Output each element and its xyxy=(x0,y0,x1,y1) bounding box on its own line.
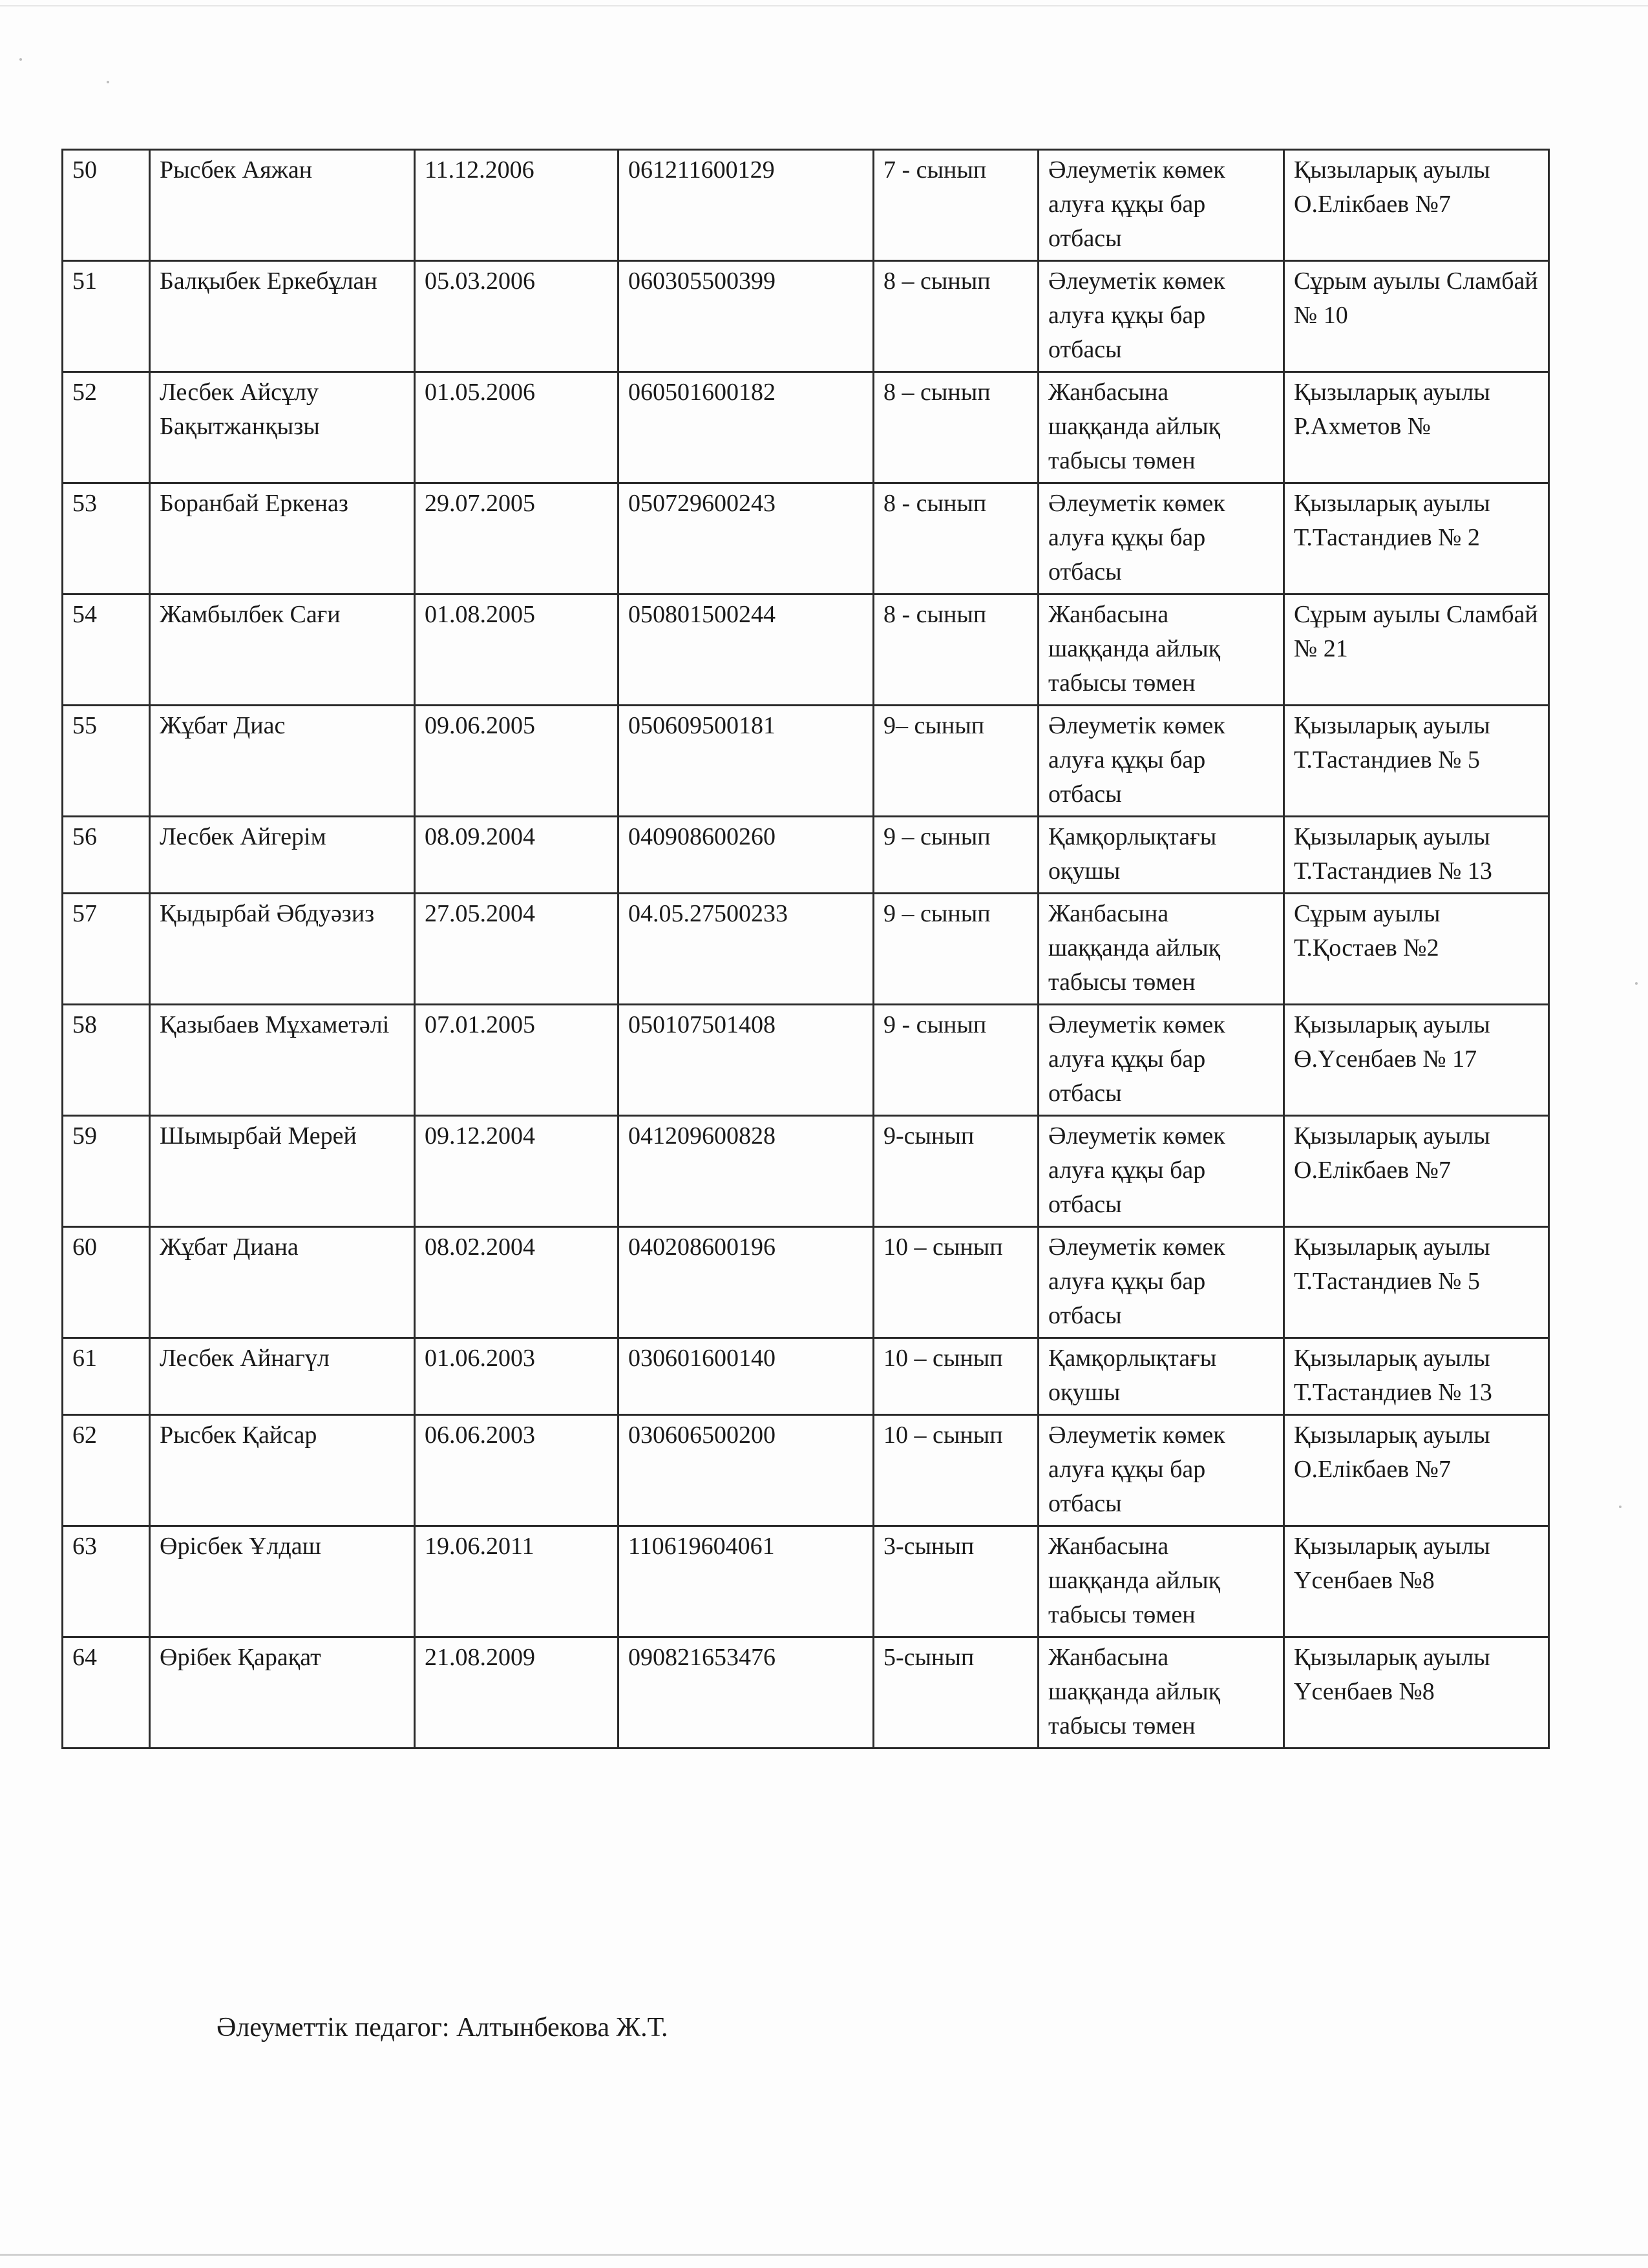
support-category: Жанбасына шаққанда айлық табысы төмен xyxy=(1039,1526,1284,1637)
support-category: Әлеуметік көмек алуға құқы бар отбасы xyxy=(1039,150,1284,261)
row-number: 51 xyxy=(63,261,150,372)
home-address: Қызыларық ауылы Р.Ахметов № xyxy=(1284,372,1549,483)
grade: 9– сынып xyxy=(874,706,1039,817)
home-address: Қызыларық ауылы Ө.Үсенбаев № 17 xyxy=(1284,1005,1549,1116)
grade: 3-сынып xyxy=(874,1526,1039,1637)
row-number: 58 xyxy=(63,1005,150,1116)
home-address: Қызыларық ауылы Т.Тастандиев № 5 xyxy=(1284,1227,1549,1338)
birth-date: 09.06.2005 xyxy=(415,706,618,817)
signature-line: Әлеуметтік педагог: Алтынбекова Ж.Т. xyxy=(217,2013,668,2042)
grade: 10 – сынып xyxy=(874,1338,1039,1415)
support-category: Әлеуметік көмек алуға құқы бар отбасы xyxy=(1039,261,1284,372)
student-name: Рысбек Қайсар xyxy=(150,1415,415,1526)
scan-speck xyxy=(107,81,109,83)
student-name: Балқыбек Еркебұлан xyxy=(150,261,415,372)
student-name: Рысбек Аяжан xyxy=(150,150,415,261)
birth-date: 01.05.2006 xyxy=(415,372,618,483)
row-number: 52 xyxy=(63,372,150,483)
row-number: 54 xyxy=(63,594,150,706)
birth-date: 01.06.2003 xyxy=(415,1338,618,1415)
roster-body xyxy=(63,150,1549,1748)
support-category: Жанбасына шаққанда айлық табысы төмен xyxy=(1039,372,1284,483)
student-name: Жұбат Диана xyxy=(150,1227,415,1338)
student-name: Шымырбай Мерей xyxy=(150,1116,415,1227)
table-row xyxy=(63,1637,1549,1748)
iin-number: 061211600129 xyxy=(618,150,874,261)
support-category: Әлеуметік көмек алуға құқы бар отбасы xyxy=(1039,483,1284,594)
student-name: Өрісбек Ұлдаш xyxy=(150,1526,415,1637)
grade: 8 – сынып xyxy=(874,261,1039,372)
grade: 8 – сынып xyxy=(874,372,1039,483)
iin-number: 030606500200 xyxy=(618,1415,874,1526)
grade: 9-сынып xyxy=(874,1116,1039,1227)
home-address: Сұрым ауылы Т.Қостаев №2 xyxy=(1284,894,1549,1005)
grade: 10 – сынып xyxy=(874,1227,1039,1338)
support-category: Қамқорлықтағы оқушы xyxy=(1039,1338,1284,1415)
birth-date: 09.12.2004 xyxy=(415,1116,618,1227)
birth-date: 29.07.2005 xyxy=(415,483,618,594)
row-number: 55 xyxy=(63,706,150,817)
iin-number: 060305500399 xyxy=(618,261,874,372)
scan-speck xyxy=(1619,1506,1622,1508)
birth-date: 06.06.2003 xyxy=(415,1415,618,1526)
row-number: 62 xyxy=(63,1415,150,1526)
birth-date: 19.06.2011 xyxy=(415,1526,618,1637)
scan-speck xyxy=(1635,982,1638,985)
support-category: Әлеуметік көмек алуға құқы бар отбасы xyxy=(1039,1227,1284,1338)
iin-number: 050609500181 xyxy=(618,706,874,817)
table-row xyxy=(63,372,1549,483)
iin-number: 04.05.27500233 xyxy=(618,894,874,1005)
table-row xyxy=(63,706,1549,817)
grade: 9 – сынып xyxy=(874,817,1039,894)
iin-number: 050107501408 xyxy=(618,1005,874,1116)
student-name: Қыдырбай Әбдуәзиз xyxy=(150,894,415,1005)
grade: 10 – сынып xyxy=(874,1415,1039,1526)
iin-number: 090821653476 xyxy=(618,1637,874,1748)
iin-number: 041209600828 xyxy=(618,1116,874,1227)
student-name: Боранбай Еркеназ xyxy=(150,483,415,594)
student-name: Лесбек Айнагүл xyxy=(150,1338,415,1415)
grade: 9 - сынып xyxy=(874,1005,1039,1116)
student-name: Лесбек Айгерім xyxy=(150,817,415,894)
table-row xyxy=(63,261,1549,372)
table-row xyxy=(63,1116,1549,1227)
table-row xyxy=(63,894,1549,1005)
birth-date: 27.05.2004 xyxy=(415,894,618,1005)
iin-number: 040208600196 xyxy=(618,1227,874,1338)
row-number: 63 xyxy=(63,1526,150,1637)
support-category: Әлеуметік көмек алуға құқы бар отбасы xyxy=(1039,1116,1284,1227)
scan-speck xyxy=(19,58,22,61)
birth-date: 01.08.2005 xyxy=(415,594,618,706)
birth-date: 05.03.2006 xyxy=(415,261,618,372)
birth-date: 11.12.2006 xyxy=(415,150,618,261)
grade: 9 – сынып xyxy=(874,894,1039,1005)
home-address: Қызыларық ауылы О.Елікбаев №7 xyxy=(1284,150,1549,261)
iin-number: 030601600140 xyxy=(618,1338,874,1415)
row-number: 61 xyxy=(63,1338,150,1415)
home-address: Қызыларық ауылы Т.Тастандиев № 13 xyxy=(1284,1338,1549,1415)
home-address: Қызыларық ауылы Т.Тастандиев № 2 xyxy=(1284,483,1549,594)
student-roster-table xyxy=(61,149,1550,1749)
table-row xyxy=(63,1338,1549,1415)
support-category: Әлеуметік көмек алуға құқы бар отбасы xyxy=(1039,706,1284,817)
grade: 5-сынып xyxy=(874,1637,1039,1748)
birth-date: 08.02.2004 xyxy=(415,1227,618,1338)
table-row xyxy=(63,1415,1549,1526)
table-row xyxy=(63,817,1549,894)
grade: 7 - сынып xyxy=(874,150,1039,261)
support-category: Жанбасына шаққанда айлық табысы төмен xyxy=(1039,894,1284,1005)
row-number: 59 xyxy=(63,1116,150,1227)
support-category: Жанбасына шаққанда айлық табысы төмен xyxy=(1039,1637,1284,1748)
iin-number: 050729600243 xyxy=(618,483,874,594)
row-number: 53 xyxy=(63,483,150,594)
row-number: 64 xyxy=(63,1637,150,1748)
row-number: 60 xyxy=(63,1227,150,1338)
support-category: Жанбасына шаққанда айлық табысы төмен xyxy=(1039,594,1284,706)
table-row xyxy=(63,483,1549,594)
home-address: Қызыларық ауылы О.Елікбаев №7 xyxy=(1284,1116,1549,1227)
birth-date: 08.09.2004 xyxy=(415,817,618,894)
table-row xyxy=(63,594,1549,706)
home-address: Сұрым ауылы Сламбай № 21 xyxy=(1284,594,1549,706)
table-row xyxy=(63,1005,1549,1116)
home-address: Қызыларық ауылы Т.Тастандиев № 13 xyxy=(1284,817,1549,894)
scan-edge-bottom xyxy=(0,2254,1648,2256)
student-name: Жамбылбек Сағи xyxy=(150,594,415,706)
home-address: Қызыларық ауылы Үсенбаев №8 xyxy=(1284,1526,1549,1637)
birth-date: 07.01.2005 xyxy=(415,1005,618,1116)
support-category: Қамқорлықтағы оқушы xyxy=(1039,817,1284,894)
grade: 8 - сынып xyxy=(874,594,1039,706)
student-name: Лесбек Айсұлу Бақытжанқызы xyxy=(150,372,415,483)
row-number: 56 xyxy=(63,817,150,894)
table-row xyxy=(63,1526,1549,1637)
table-row xyxy=(63,1227,1549,1338)
support-category: Әлеуметік көмек алуға құқы бар отбасы xyxy=(1039,1005,1284,1116)
iin-number: 060501600182 xyxy=(618,372,874,483)
iin-number: 110619604061 xyxy=(618,1526,874,1637)
row-number: 57 xyxy=(63,894,150,1005)
scan-edge-top xyxy=(0,5,1648,6)
home-address: Қызыларық ауылы Т.Тастандиев № 5 xyxy=(1284,706,1549,817)
row-number: 50 xyxy=(63,150,150,261)
table-row xyxy=(63,150,1549,261)
student-name: Өрібек Қарақат xyxy=(150,1637,415,1748)
iin-number: 040908600260 xyxy=(618,817,874,894)
home-address: Қызыларық ауылы Үсенбаев №8 xyxy=(1284,1637,1549,1748)
student-name: Жұбат Диас xyxy=(150,706,415,817)
home-address: Сұрым ауылы Сламбай № 10 xyxy=(1284,261,1549,372)
support-category: Әлеуметік көмек алуға құқы бар отбасы xyxy=(1039,1415,1284,1526)
home-address: Қызыларық ауылы О.Елікбаев №7 xyxy=(1284,1415,1549,1526)
birth-date: 21.08.2009 xyxy=(415,1637,618,1748)
student-name: Қазыбаев Мұхаметәлі xyxy=(150,1005,415,1116)
grade: 8 - сынып xyxy=(874,483,1039,594)
iin-number: 050801500244 xyxy=(618,594,874,706)
